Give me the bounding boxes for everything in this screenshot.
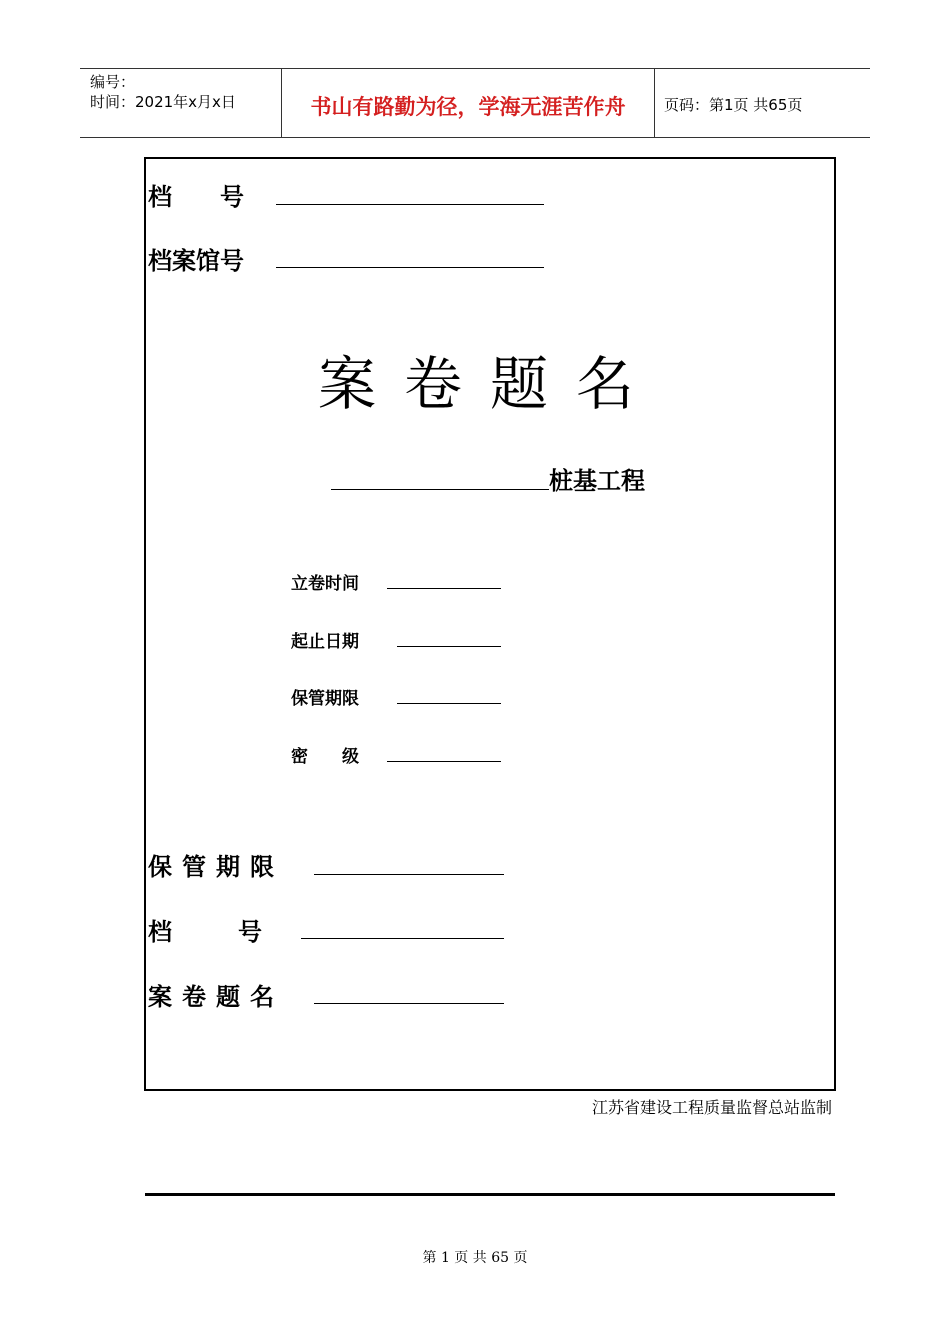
footer-divider [145, 1193, 835, 1196]
project-name-line [331, 489, 549, 490]
header-motto-cell [281, 69, 655, 137]
spine-archive-number-line [301, 938, 504, 939]
field-label-date-range: 起止日期 [291, 632, 359, 652]
archive-number-label: 档 号 [148, 183, 244, 211]
field-line-security [387, 761, 501, 762]
archive-cover-frame [144, 157, 836, 1091]
archive-hall-number-line [276, 267, 544, 268]
header-motto: 书山有路勤为径，学海无涯苦作舟 [310, 95, 626, 119]
page-header [80, 68, 870, 138]
archive-hall-number-label: 档案馆号 [148, 247, 244, 275]
field-label-filing-time: 立卷时间 [291, 574, 359, 594]
archive-number-line [276, 204, 544, 205]
field-label-security: 密 级 [291, 747, 359, 767]
document-time-label: 时间：2021年x月x日 [90, 93, 236, 111]
field-line-date-range [397, 646, 501, 647]
file-title-heading: 案卷题名 [317, 350, 662, 418]
spine-retention-label: 保管期限 [148, 853, 284, 881]
spine-retention-line [314, 874, 504, 875]
document-number-label: 编号： [90, 73, 136, 91]
header-page-info: 页码：第1页 共65页 [664, 96, 803, 114]
header-page-cell [654, 69, 870, 137]
field-line-retention [397, 703, 501, 704]
supervising-organization: 江苏省建设工程质量监督总站监制 [591, 1098, 832, 1117]
spine-title-line [314, 1003, 504, 1004]
spine-title-label: 案卷题名 [148, 983, 284, 1011]
field-label-retention: 保管期限 [291, 689, 359, 709]
page-number: 第 1 页 共 65 页 [422, 1250, 528, 1266]
header-meta-cell [80, 69, 281, 137]
field-line-filing-time [387, 588, 501, 589]
project-suffix: 桩基工程 [549, 467, 645, 495]
spine-archive-number-label: 档 号 [148, 918, 268, 946]
